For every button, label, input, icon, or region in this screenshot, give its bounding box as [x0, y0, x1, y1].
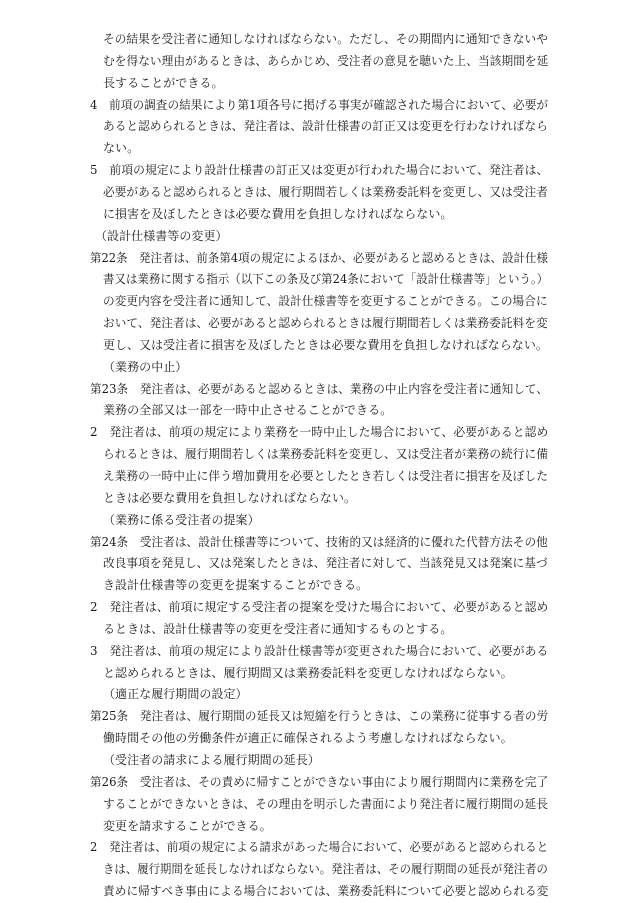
text-line: き設計仕様書等の変更を提案することができる。 [103, 578, 369, 593]
text-line: 更し、又は受注者に損害を及ぼしたときは必要な費用を負担しなければならない。 [103, 337, 548, 352]
numbered-paragraph-line: 5 前項の規定により設計仕様書の訂正又は変更が行われた場合において、発注者は、 [90, 163, 549, 178]
text-line: ときは必要な費用を負担しなければならない。 [103, 490, 357, 505]
text-line: るときは、設計仕様書等の変更を受注者に通知するものとする。 [103, 621, 453, 636]
text-line: おいて、発注者は、必要があると認められるときは履行期間若しくは業務委託料を変 [103, 316, 548, 330]
text-line: え業務の一時中止に伴う増加費用を必要としたとき若しくは受注者に損害を及ぼした [103, 468, 548, 483]
section-heading: （業務に係る受注者の提案） [103, 512, 260, 527]
text-line: あると認められるときは、発注者は、設計仕様書の訂正又は変更を行わなければなら [103, 119, 548, 134]
text-line: 必要があると認められるときは、履行期間若しくは業務委託料を変更し、又は受注者 [103, 184, 548, 199]
text-line: 業務の全部又は一部を一時中止させることができる。 [103, 403, 393, 418]
text-line: られるときは、履行期間若しくは業務委託料を変更し、又は受注者が業務の続行に備 [103, 447, 548, 462]
numbered-paragraph-line: 3 発注者は、前項の規定により設計仕様書等が変更された場合において、必要がある [90, 643, 549, 658]
text-line: 改良事項を発見し、又は発案したときは、発注者に対して、当該発見又は発案に基づ [103, 556, 548, 571]
text-line: きは、履行期間を延長しなければならない。発注者は、その履行期間の延長が発注者の [103, 862, 548, 877]
text-line: むを得ない理由があるときは、あらかじめ、受注者の意見を聴いた上、当該期間を延 [103, 53, 549, 68]
article-line: 第22条 発注者は、前条第4項の規定によるほか、必要があると認めるときは、設計仕様 [90, 250, 548, 265]
section-heading: （適正な履行期間の設定） [103, 687, 248, 702]
section-heading: （受注者の請求による履行期間の延長） [103, 752, 320, 767]
section-heading: （業務の中止） [103, 359, 188, 374]
numbered-paragraph-line: 2 発注者は、前項の規定による請求があった場合において、必要があると認められると [90, 840, 549, 855]
text-line: することができないときは、その理由を明示した書面により発注者に履行期間の延長 [103, 796, 548, 811]
article-line: 第26条 受注者は、その責めに帰すことができない事由により履行期間内に業務を完了 [90, 774, 549, 789]
text-line: 変更を請求することができる。 [103, 818, 272, 833]
text-line: と認められるときは、履行期間又は業務委託料を変更しなければならない。 [103, 665, 513, 680]
article-line: 第25条 発注者は、履行期間の延長又は短縮を行うときは、この業務に従事する者の労 [90, 709, 549, 724]
text-line: 長することができる。 [103, 75, 224, 90]
text-line: 責めに帰すべき事由による場合においては、業務委託料について必要と認められる変 [103, 884, 549, 898]
text-line: に損害を及ぼしたときは必要な費用を負担しなければならない。 [103, 206, 453, 221]
numbered-paragraph-line: 2 発注者は、前項に規定する受注者の提案を受けた場合において、必要があると認め [90, 600, 549, 614]
text-line: 働時間その他の労働条件が適正に確保されるよう考慮しなければならない。 [103, 731, 513, 746]
numbered-paragraph-line: 4 前項の調査の結果により第1項各号に掲げる事実が確認された場合において、必要が [90, 97, 549, 112]
text-line: その結果を受注者に通知しなければならない。ただし、その期間内に通知できないや [103, 32, 548, 46]
numbered-paragraph-line: 2 発注者は、前項の規定により業務を一時中止した場合において、必要があると認め [90, 425, 549, 440]
article-line: 第23条 発注者は、必要があると認めるときは、業務の中止内容を受注者に通知して、 [90, 381, 549, 396]
text-line: ない。 [103, 141, 140, 156]
section-heading: （設計仕様書等の変更） [95, 228, 228, 243]
text-line: の変更内容を受注者に通知して、設計仕様書等を変更することができる。この場合に [103, 294, 548, 309]
article-line: 第24条 受注者は、設計仕様書等について、技術的又は経済的に優れた代替方法その他 [90, 534, 548, 549]
text-line: 書又は業務に関する指示（以下この条及び第24条において「設計仕様書等」という。） [103, 272, 549, 287]
